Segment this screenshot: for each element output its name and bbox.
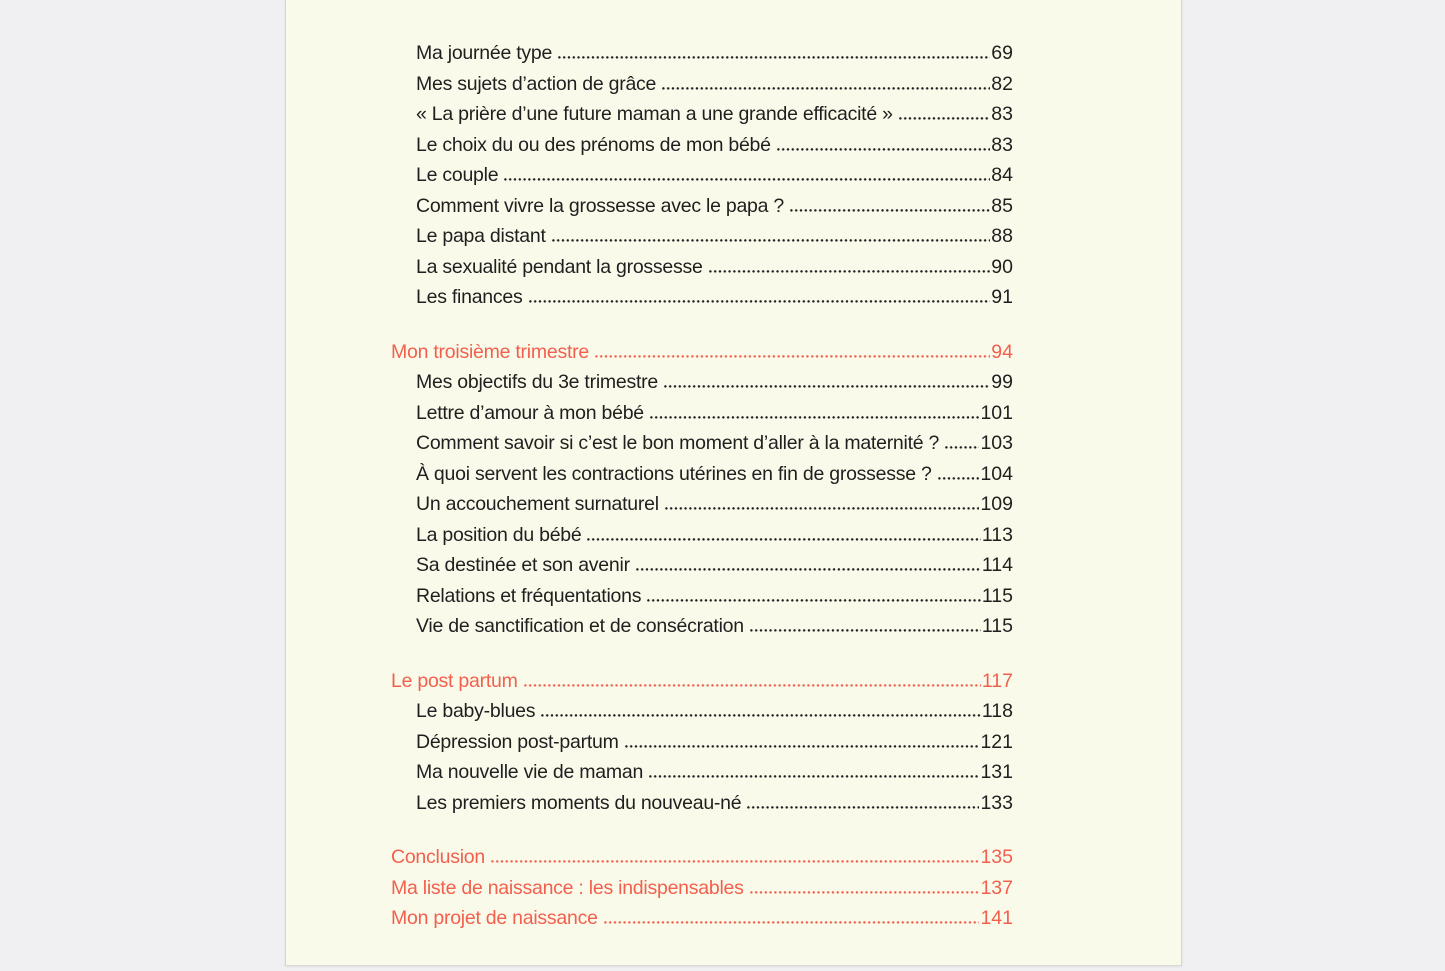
toc-entry-page: 137	[980, 876, 1013, 899]
dot-leader	[625, 745, 980, 748]
dot-leader	[747, 806, 979, 809]
dot-leader	[558, 56, 990, 59]
toc-entry-page: 91	[991, 286, 1013, 308]
toc-entry-page: 88	[991, 225, 1013, 247]
dot-leader	[504, 178, 990, 181]
toc-entry-title: Comment vivre la grossesse avec le papa ?	[416, 194, 785, 217]
toc-entry-page: 117	[981, 669, 1013, 692]
dot-leader	[899, 117, 991, 120]
toc-entry	[416, 73, 1013, 104]
toc-entry	[416, 164, 1013, 195]
toc-entry	[416, 700, 1013, 731]
toc-entry-title: Un accouchement surnaturel	[416, 493, 659, 515]
dot-leader	[777, 148, 991, 151]
toc-entry-page: 90	[991, 255, 1013, 278]
toc-entry-title: Le papa distant	[416, 225, 546, 247]
toc-entry	[416, 402, 1013, 433]
toc-entry	[416, 134, 1013, 165]
dot-leader	[664, 385, 990, 388]
toc-entry-title: « La prière d’une future maman a une grande efficacité »	[416, 103, 893, 125]
dot-leader	[750, 629, 981, 632]
dot-leader	[524, 684, 981, 687]
dot-leader	[650, 416, 980, 419]
toc-entry-title: Le post partum	[391, 669, 518, 692]
toc-group	[391, 670, 1013, 823]
toc-entry	[416, 585, 1013, 616]
toc-entry-page: 82	[991, 72, 1013, 95]
toc-entry-page: 141	[980, 907, 1013, 929]
dot-leader	[945, 446, 979, 449]
toc-entry-page: 101	[980, 401, 1013, 424]
toc-entry-page: 83	[991, 103, 1013, 125]
toc-entry-page: 94	[991, 340, 1013, 363]
toc-entry-title: Mon projet de naissance	[391, 907, 598, 929]
toc-entry	[416, 731, 1013, 762]
toc-entry	[416, 554, 1013, 585]
toc-entry-title: Les premiers moments du nouveau-né	[416, 791, 742, 814]
toc-entry-title: Sa destinée et son avenir	[416, 554, 630, 576]
toc-entry	[416, 615, 1013, 646]
toc-entry	[391, 341, 1013, 372]
toc-entry	[416, 493, 1013, 524]
dot-leader	[541, 714, 981, 717]
toc-entry-page: 135	[980, 846, 1013, 868]
toc-entry-page: 103	[980, 432, 1013, 454]
toc-entry-page: 99	[991, 371, 1013, 393]
toc-entry-page: 121	[980, 730, 1013, 753]
toc-entry-page: 69	[991, 42, 1013, 64]
toc-entry	[391, 907, 1013, 938]
dot-leader	[750, 891, 980, 894]
toc-group	[391, 341, 1013, 646]
dot-leader	[636, 568, 981, 571]
toc-entry	[391, 877, 1013, 908]
dot-leader	[790, 209, 990, 212]
toc-entry-title: Le baby-blues	[416, 700, 536, 722]
dot-leader	[665, 507, 980, 510]
toc-entry	[391, 846, 1013, 877]
toc-entry-title: La position du bébé	[416, 523, 582, 546]
toc-entry	[416, 524, 1013, 555]
toc-entry	[416, 103, 1013, 134]
toc-group	[391, 42, 1013, 317]
toc-entry-title: Conclusion	[391, 846, 485, 868]
dot-leader	[604, 921, 980, 924]
toc-entry-title: Ma journée type	[416, 42, 553, 64]
dot-leader	[649, 775, 979, 778]
toc-entry	[416, 195, 1013, 226]
dot-leader	[529, 300, 991, 303]
toc-entry-title: Dépression post-partum	[416, 730, 619, 753]
toc-entry-title: Mes sujets d’action de grâce	[416, 72, 657, 95]
toc-entry-title: La sexualité pendant la grossesse	[416, 255, 703, 278]
toc-entry	[416, 761, 1013, 792]
toc-entry-title: Lettre d’amour à mon bébé	[416, 401, 644, 424]
toc-entry-title: Le couple	[416, 164, 499, 186]
toc-entry-page: 114	[981, 554, 1013, 576]
dot-leader	[595, 355, 990, 358]
toc-entry-page: 83	[991, 133, 1013, 156]
toc-entry	[416, 463, 1013, 494]
dot-leader	[552, 239, 991, 242]
dot-leader	[587, 538, 980, 541]
dot-leader	[647, 599, 981, 602]
table-of-contents	[391, 42, 1013, 938]
toc-entry-title: Mon troisième trimestre	[391, 340, 589, 363]
toc-entry	[416, 792, 1013, 823]
toc-entry	[416, 432, 1013, 463]
toc-entry-title: Mes objectifs du 3e trimestre	[416, 371, 659, 393]
toc-entry-title: Vie de sanctification et de consécration	[416, 615, 744, 637]
toc-entry-title: Les finances	[416, 286, 523, 308]
toc-entry-page: 131	[980, 761, 1013, 783]
toc-entry-page: 85	[991, 194, 1013, 217]
dot-leader	[491, 860, 979, 863]
toc-entry	[391, 670, 1013, 701]
dot-leader	[709, 270, 991, 273]
toc-entry-title: Relations et fréquentations	[416, 584, 642, 607]
toc-entry-page: 109	[980, 493, 1013, 515]
toc-entry-title: Comment savoir si c’est le bon moment d’aller à la maternité ?	[416, 432, 940, 454]
toc-entry-page: 118	[981, 700, 1013, 722]
toc-entry-title: Le choix du ou des prénoms de mon bébé	[416, 133, 771, 156]
toc-entry-title: À quoi servent les contractions utérines en fin de grossesse ?	[416, 462, 932, 485]
toc-entry	[416, 225, 1013, 256]
book-page	[285, 0, 1182, 966]
toc-entry-title: Ma liste de naissance : les indispensables	[391, 876, 744, 899]
toc-entry	[416, 286, 1013, 317]
dot-leader	[938, 477, 980, 480]
toc-entry	[416, 371, 1013, 402]
toc-entry-page: 84	[991, 164, 1013, 186]
toc-entry-title: Ma nouvelle vie de maman	[416, 761, 644, 783]
dot-leader	[662, 87, 990, 90]
toc-entry	[416, 256, 1013, 287]
toc-group	[391, 846, 1013, 938]
toc-entry-page: 113	[981, 523, 1013, 546]
toc-entry-page: 115	[981, 584, 1013, 607]
toc-entry	[416, 42, 1013, 73]
toc-entry-page: 115	[981, 615, 1013, 637]
toc-entry-page: 133	[980, 791, 1013, 814]
toc-entry-page: 104	[980, 462, 1013, 485]
